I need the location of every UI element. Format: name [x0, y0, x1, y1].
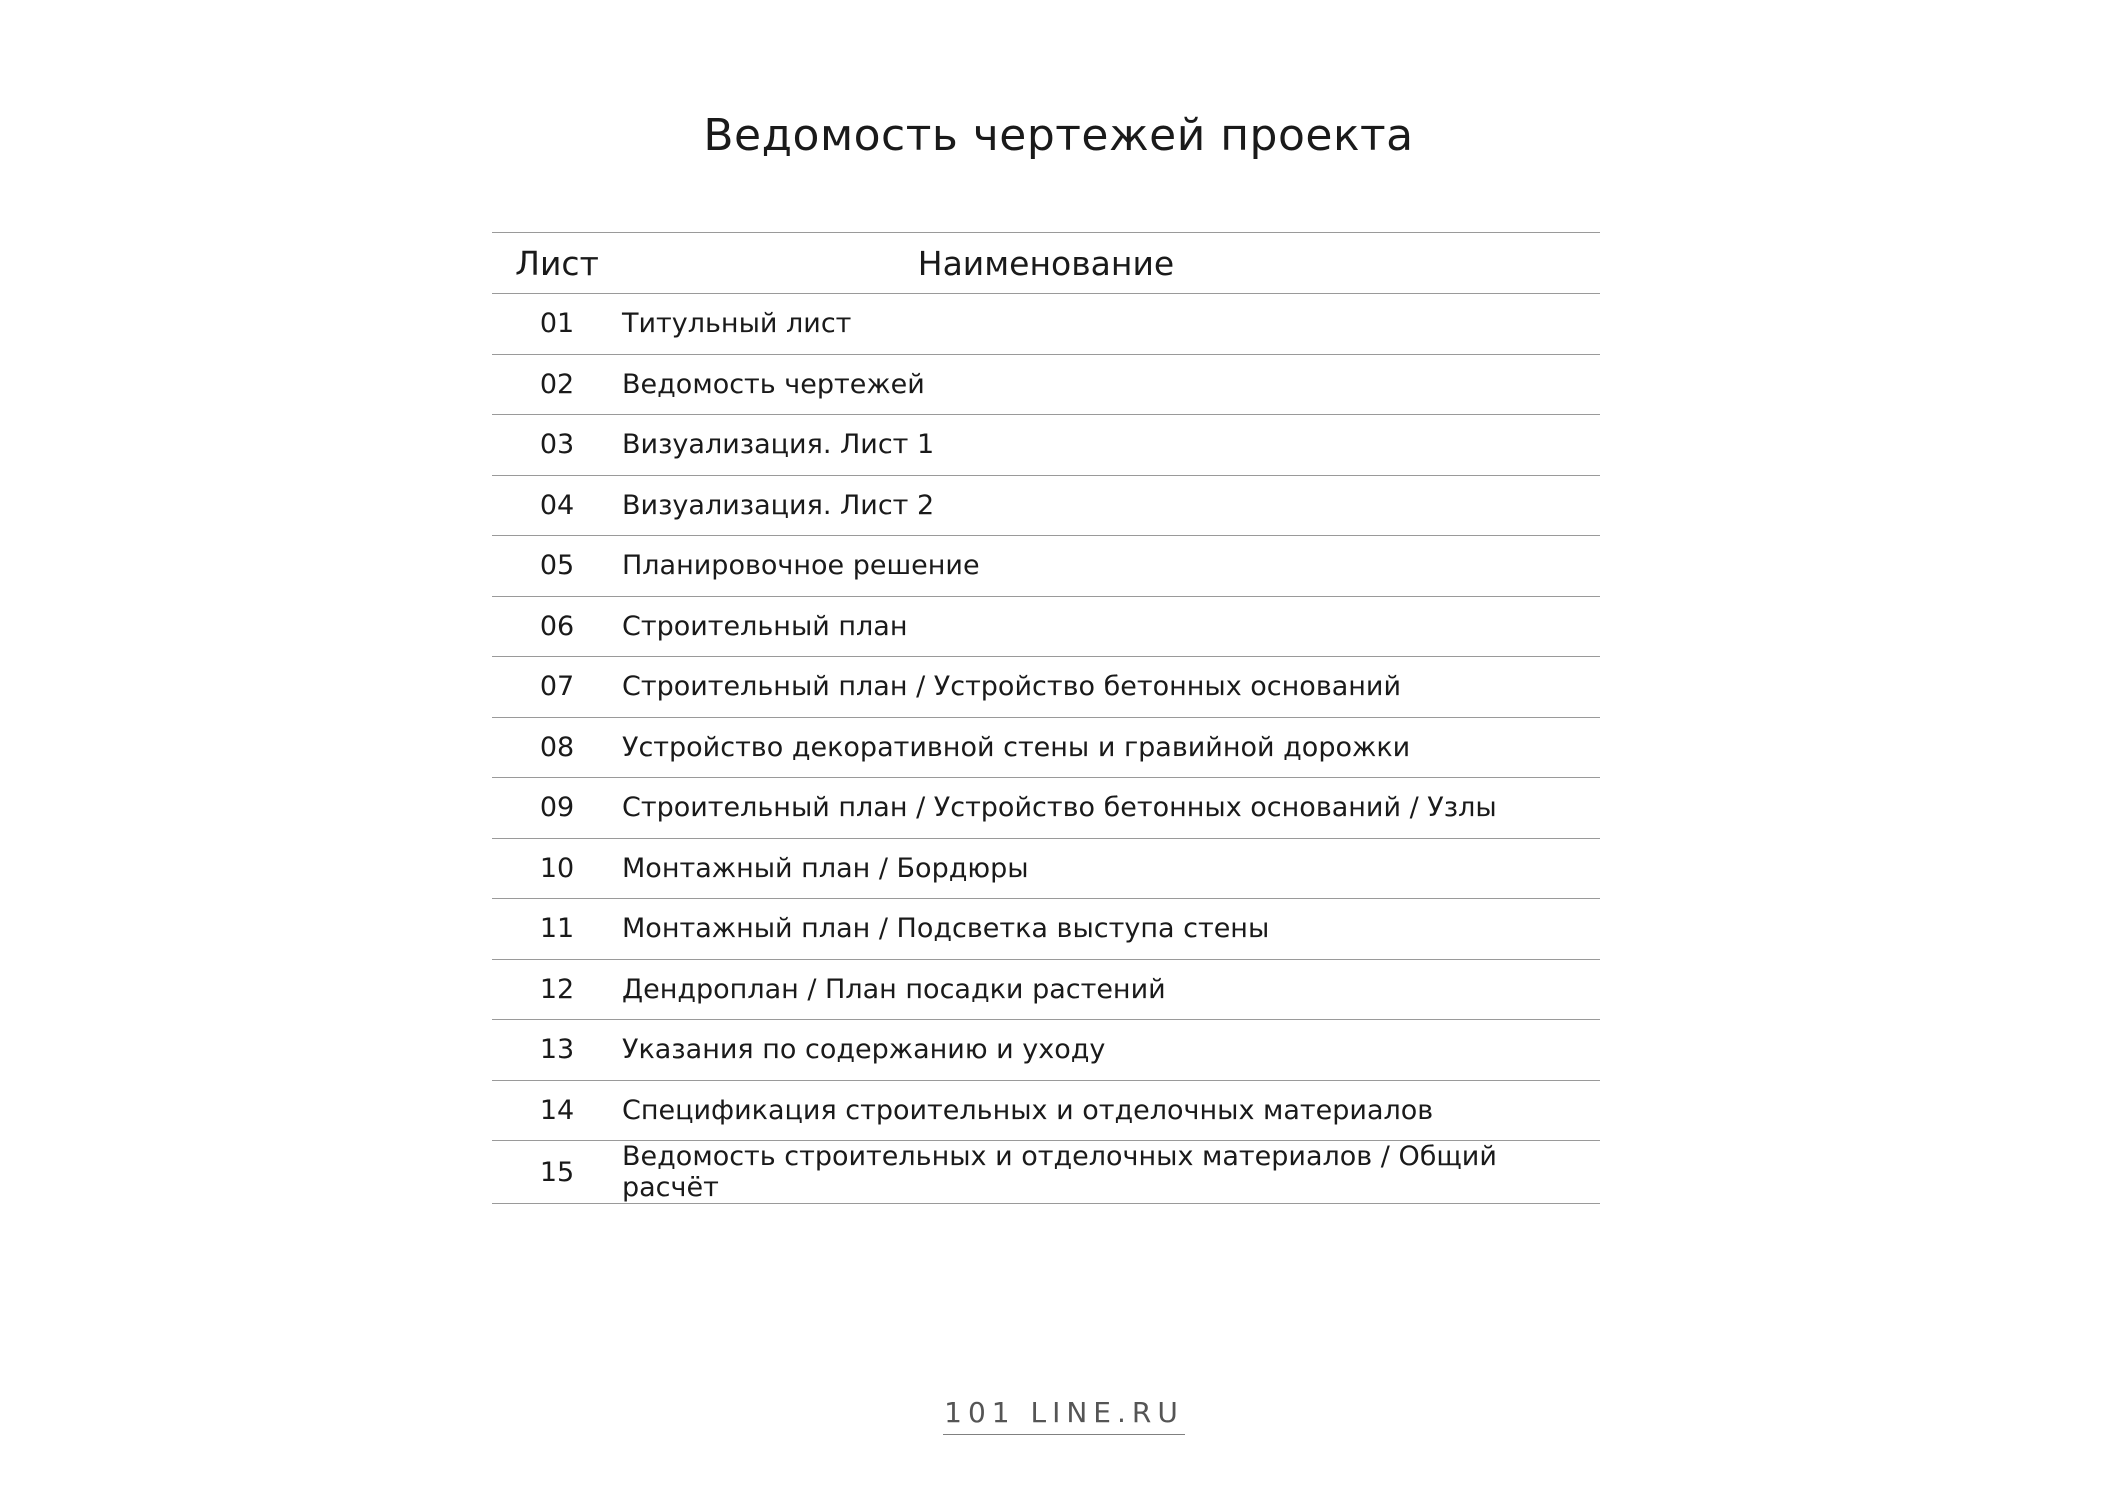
sheet-number: 08: [492, 717, 622, 778]
sheet-name: Визуализация. Лист 1: [622, 415, 1600, 476]
table-row: [492, 536, 1600, 597]
table-row: [492, 899, 1600, 960]
table-row: [492, 1141, 1600, 1204]
table-row: [492, 778, 1600, 839]
sheet-name: Устройство декоративной стены и гравийной дорожки: [622, 717, 1600, 778]
sheet-name: Строительный план: [622, 596, 1600, 657]
sheet-number: 13: [492, 1020, 622, 1081]
table-row: [492, 415, 1600, 476]
sheet-number: 11: [492, 899, 622, 960]
sheet-number: 07: [492, 657, 622, 718]
sheet-name: Строительный план / Устройство бетонных оснований: [622, 657, 1600, 718]
sheet-number: 10: [492, 838, 622, 899]
table-row: [492, 596, 1600, 657]
sheet-name: Монтажный план / Подсветка выступа стены: [622, 899, 1600, 960]
table-body: [492, 294, 1600, 1204]
sheet-number: 15: [492, 1141, 622, 1204]
table-row: [492, 475, 1600, 536]
sheet-number: 05: [492, 536, 622, 597]
table-row: [492, 294, 1600, 355]
page-title: Ведомость чертежей проекта: [703, 110, 1414, 161]
sheet-number: 06: [492, 596, 622, 657]
table-row: [492, 838, 1600, 899]
sheet-name: Ведомость строительных и отделочных материалов / Общий расчёт: [622, 1141, 1600, 1204]
table-row: [492, 959, 1600, 1020]
sheet-name: Ведомость чертежей: [622, 354, 1600, 415]
sheet-name: Строительный план / Устройство бетонных оснований / Узлы: [622, 778, 1600, 839]
table-row: [492, 1080, 1600, 1141]
sheet-name: Визуализация. Лист 2: [622, 475, 1600, 536]
sheet-name: Спецификация строительных и отделочных материалов: [622, 1080, 1600, 1141]
footer-logo: 101 LINE.RU: [943, 1396, 1185, 1435]
sheet-name: Монтажный план / Бордюры: [622, 838, 1600, 899]
sheet-number: 02: [492, 354, 622, 415]
sheet-number: 14: [492, 1080, 622, 1141]
sheet-name: Дендроплан / План посадки растений: [622, 959, 1600, 1020]
drawings-table: [492, 232, 1600, 1204]
column-header-sheet: Лист: [492, 233, 622, 294]
table-row: [492, 354, 1600, 415]
sheet-number: 01: [492, 294, 622, 355]
sheet-number: 03: [492, 415, 622, 476]
sheet-name: Указания по содержанию и уходу: [622, 1020, 1600, 1081]
sheet-number: 09: [492, 778, 622, 839]
column-header-name: Наименование: [622, 233, 1600, 294]
table-header-row: [492, 233, 1600, 294]
table-row: [492, 717, 1600, 778]
table-row: [492, 657, 1600, 718]
sheet-number: 12: [492, 959, 622, 1020]
table-row: [492, 1020, 1600, 1081]
sheet-name: Титульный лист: [622, 294, 1600, 355]
sheet-number: 04: [492, 475, 622, 536]
sheet-name: Планировочное решение: [622, 536, 1600, 597]
